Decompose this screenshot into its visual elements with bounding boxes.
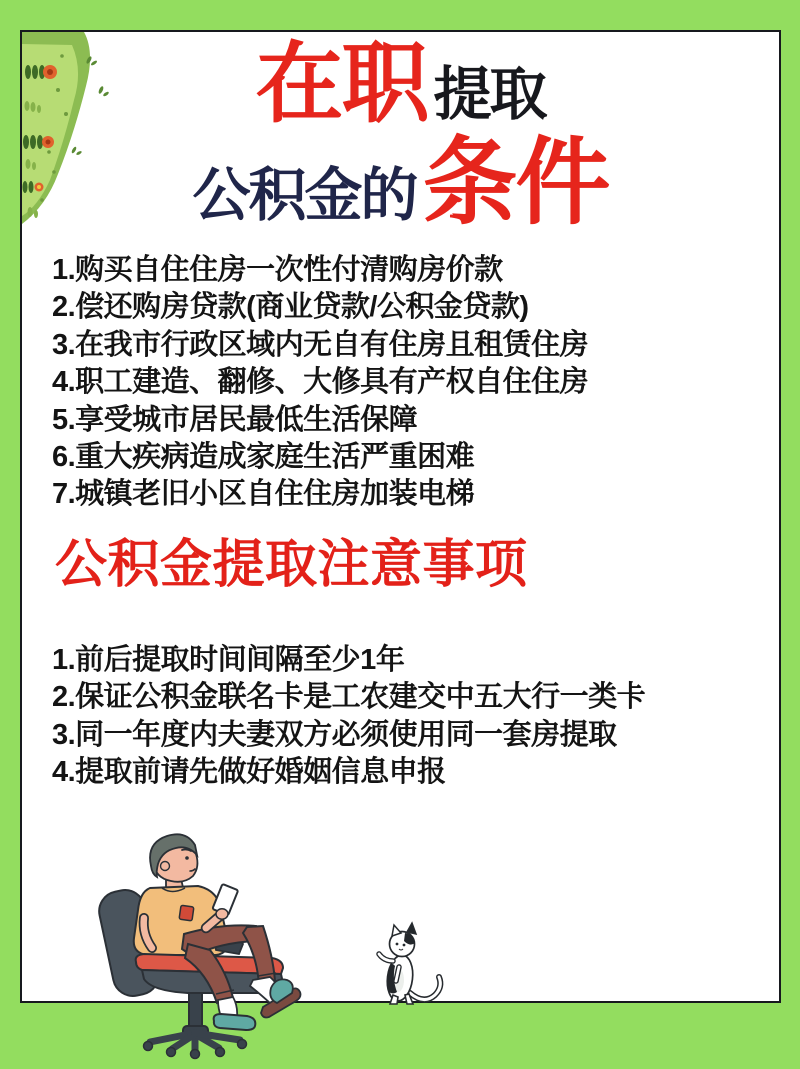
notes-section-heading: 公积金提取注意事项 <box>55 536 528 594</box>
condition-item: 7.城镇老旧小区自住住房加装电梯 <box>52 478 475 511</box>
note-item: 4.提取前请先做好婚姻信息申报 <box>52 756 446 789</box>
condition-item: 5.享受城市居民最低生活保障 <box>52 403 418 436</box>
note-item: 2.保证公积金联名卡是工农建交中五大行一类卡 <box>52 681 646 714</box>
condition-item: 4.职工建造、翻修、大修具有产权自住住房 <box>52 366 589 399</box>
poster-title <box>22 34 779 236</box>
title-line-2 <box>22 130 779 236</box>
conditions-list <box>52 252 759 514</box>
condition-item: 2.偿还购房贷款(商业贷款/公积金贷款) <box>52 291 529 324</box>
title-line1-emphasis: 在职 <box>255 34 428 133</box>
man-and-cat-illustration <box>90 830 470 1060</box>
title-line2-emphasis: 条件 <box>422 130 609 236</box>
note-item: 3.同一年度内夫妻双方必须使用同一套房提取 <box>52 718 617 751</box>
note-item: 1.前后提取时间间隔至少1年 <box>52 644 405 676</box>
title-line2-rest: 公积金的 <box>192 163 417 228</box>
condition-item: 1.购买自住住房一次性付清购房价款 <box>52 254 503 286</box>
notes-list <box>52 642 759 792</box>
condition-item: 6.重大疾病造成家庭生活严重困难 <box>52 441 475 474</box>
title-line1-rest: 提取 <box>433 62 546 127</box>
standing-cat-icon <box>379 923 440 1004</box>
title-line-1 <box>22 34 779 133</box>
condition-item: 3.在我市行政区域内无自有住房且租赁住房 <box>52 328 589 361</box>
